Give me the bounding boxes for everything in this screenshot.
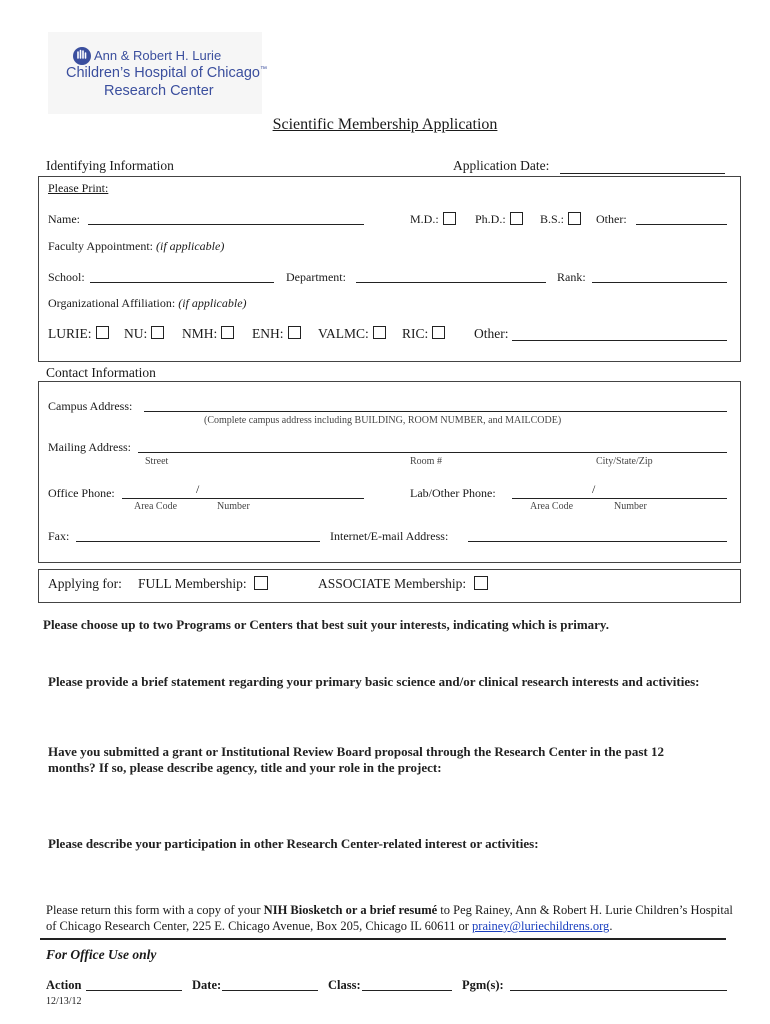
affiliation-nmh: NMH:: [182, 326, 234, 342]
office-phone-slash: /: [196, 482, 200, 496]
street-hint: Street: [145, 456, 169, 467]
participation-question: Please describe your participation in other Research Center-related interest or activities:: [48, 836, 539, 851]
lurie-checkbox[interactable]: [96, 326, 109, 339]
md-checkbox[interactable]: [443, 212, 456, 225]
department-field[interactable]: [356, 282, 546, 283]
rank-field[interactable]: [592, 282, 727, 283]
name-label: Name:: [48, 212, 80, 226]
grant-question-line-1: Have you submitted a grant or Institutional Review Board proposal through the Research Center in the past 12: [48, 744, 664, 759]
nu-checkbox[interactable]: [151, 326, 164, 339]
bs-checkbox[interactable]: [568, 212, 581, 225]
affiliation-valmc: VALMC:: [318, 326, 386, 342]
mailing-address-field[interactable]: [138, 452, 727, 453]
pgm-label: Pgm(s):: [462, 978, 504, 992]
full-membership-option: FULL Membership:: [138, 576, 268, 592]
contact-heading: Contact Information: [46, 365, 156, 380]
return-instructions-line-1: Please return this form with a copy of your NIH Biosketch or a brief resumé to Peg Rainey, Ann & Robert H. Lurie Children’s Hospital: [46, 903, 733, 917]
school-label: School:: [48, 270, 85, 284]
affiliation-lurie: LURIE:: [48, 326, 109, 342]
action-label: Action: [46, 978, 82, 992]
valmc-checkbox[interactable]: [373, 326, 386, 339]
nmh-checkbox[interactable]: [221, 326, 234, 339]
office-use-heading: For Office Use only: [46, 947, 157, 962]
campus-address-label: Campus Address:: [48, 399, 133, 413]
contact-email-link[interactable]: prainey@luriechildrens.org: [472, 919, 610, 933]
rank-label: Rank:: [557, 270, 586, 284]
email-label: Internet/E-mail Address:: [330, 529, 449, 543]
logo-line-1: Ann & Robert H. Lurie: [94, 48, 222, 63]
pgm-field[interactable]: [510, 990, 727, 991]
affiliation-nu: NU:: [124, 326, 164, 342]
school-field[interactable]: [90, 282, 274, 283]
name-field[interactable]: [88, 224, 364, 225]
applying-for-label: Applying for:: [48, 576, 122, 591]
hospital-logo: [48, 32, 267, 114]
grant-question-line-2: months? If so, please describe agency, title and your role in the project:: [48, 760, 442, 775]
office-date-field[interactable]: [222, 990, 318, 991]
office-number-hint: Number: [217, 501, 250, 512]
full-membership-checkbox[interactable]: [254, 576, 268, 590]
city-state-zip-hint: City/State/Zip: [596, 456, 653, 467]
lab-area-code-hint: Area Code: [530, 501, 574, 512]
fax-label: Fax:: [48, 529, 70, 543]
application-date-field[interactable]: [560, 173, 725, 174]
affiliation-other-label: Other:: [474, 326, 509, 341]
office-date-label: Date:: [192, 978, 222, 992]
phd-option: Ph.D.:: [475, 212, 523, 227]
bs-option: B.S.:: [540, 212, 581, 227]
lab-phone-slash: /: [592, 482, 596, 496]
department-label: Department:: [286, 270, 346, 284]
phd-checkbox[interactable]: [510, 212, 523, 225]
lab-phone-label: Lab/Other Phone:: [410, 486, 496, 500]
office-phone-label: Office Phone:: [48, 486, 115, 500]
degree-other-label: Other:: [596, 212, 627, 226]
campus-address-note: (Complete campus address including BUILDING, ROOM NUMBER, and MAILCODE): [204, 415, 562, 426]
associate-membership-option: ASSOCIATE Membership:: [318, 576, 488, 592]
class-field[interactable]: [362, 990, 452, 991]
logo-line-3: Research Center: [104, 83, 214, 99]
ric-checkbox[interactable]: [432, 326, 445, 339]
office-area-code-hint: Area Code: [134, 501, 178, 512]
please-print-label: Please Print:: [48, 181, 109, 195]
email-field[interactable]: [468, 541, 727, 542]
identifying-heading: Identifying Information: [46, 158, 174, 173]
campus-address-field[interactable]: [144, 411, 727, 412]
md-option: M.D.:: [410, 212, 456, 227]
application-date-label: Application Date:: [453, 158, 550, 173]
enh-checkbox[interactable]: [288, 326, 301, 339]
associate-membership-checkbox[interactable]: [474, 576, 488, 590]
affiliation-other-field[interactable]: [512, 340, 727, 341]
research-interests-question: Please provide a brief statement regarding your primary basic science and/or clinical research interests and activities:: [48, 674, 700, 689]
lab-phone-field[interactable]: [512, 498, 727, 499]
room-hint: Room #: [410, 456, 442, 467]
page-title: Scientific Membership Application: [272, 116, 498, 133]
programs-question: Please choose up to two Programs or Centers that best suit your interests, indicating which is primary.: [43, 617, 609, 632]
affiliation-ric: RIC:: [402, 326, 445, 342]
faculty-appointment-label: Faculty Appointment: (if applicable): [48, 239, 225, 253]
action-field[interactable]: [86, 990, 182, 991]
return-instructions-line-2: of Chicago Research Center, 225 E. Chicago Avenue, Box 205, Chicago IL 60611 or prainey@luriechildrens.org.: [46, 919, 613, 933]
lab-number-hint: Number: [614, 501, 647, 512]
logo-line-2: Children’s Hospital of Chicago™: [66, 65, 267, 81]
degree-other-field[interactable]: [636, 224, 727, 225]
footer-divider: [40, 938, 726, 940]
form-version-date: 12/13/12: [46, 996, 82, 1007]
affiliation-enh: ENH:: [252, 326, 301, 342]
org-affiliation-label: Organizational Affiliation: (if applicable): [48, 296, 247, 310]
mailing-address-label: Mailing Address:: [48, 440, 131, 454]
fax-field[interactable]: [76, 541, 320, 542]
office-phone-field[interactable]: [122, 498, 364, 499]
hand-logo-icon: [72, 46, 92, 66]
class-label: Class:: [328, 978, 361, 992]
